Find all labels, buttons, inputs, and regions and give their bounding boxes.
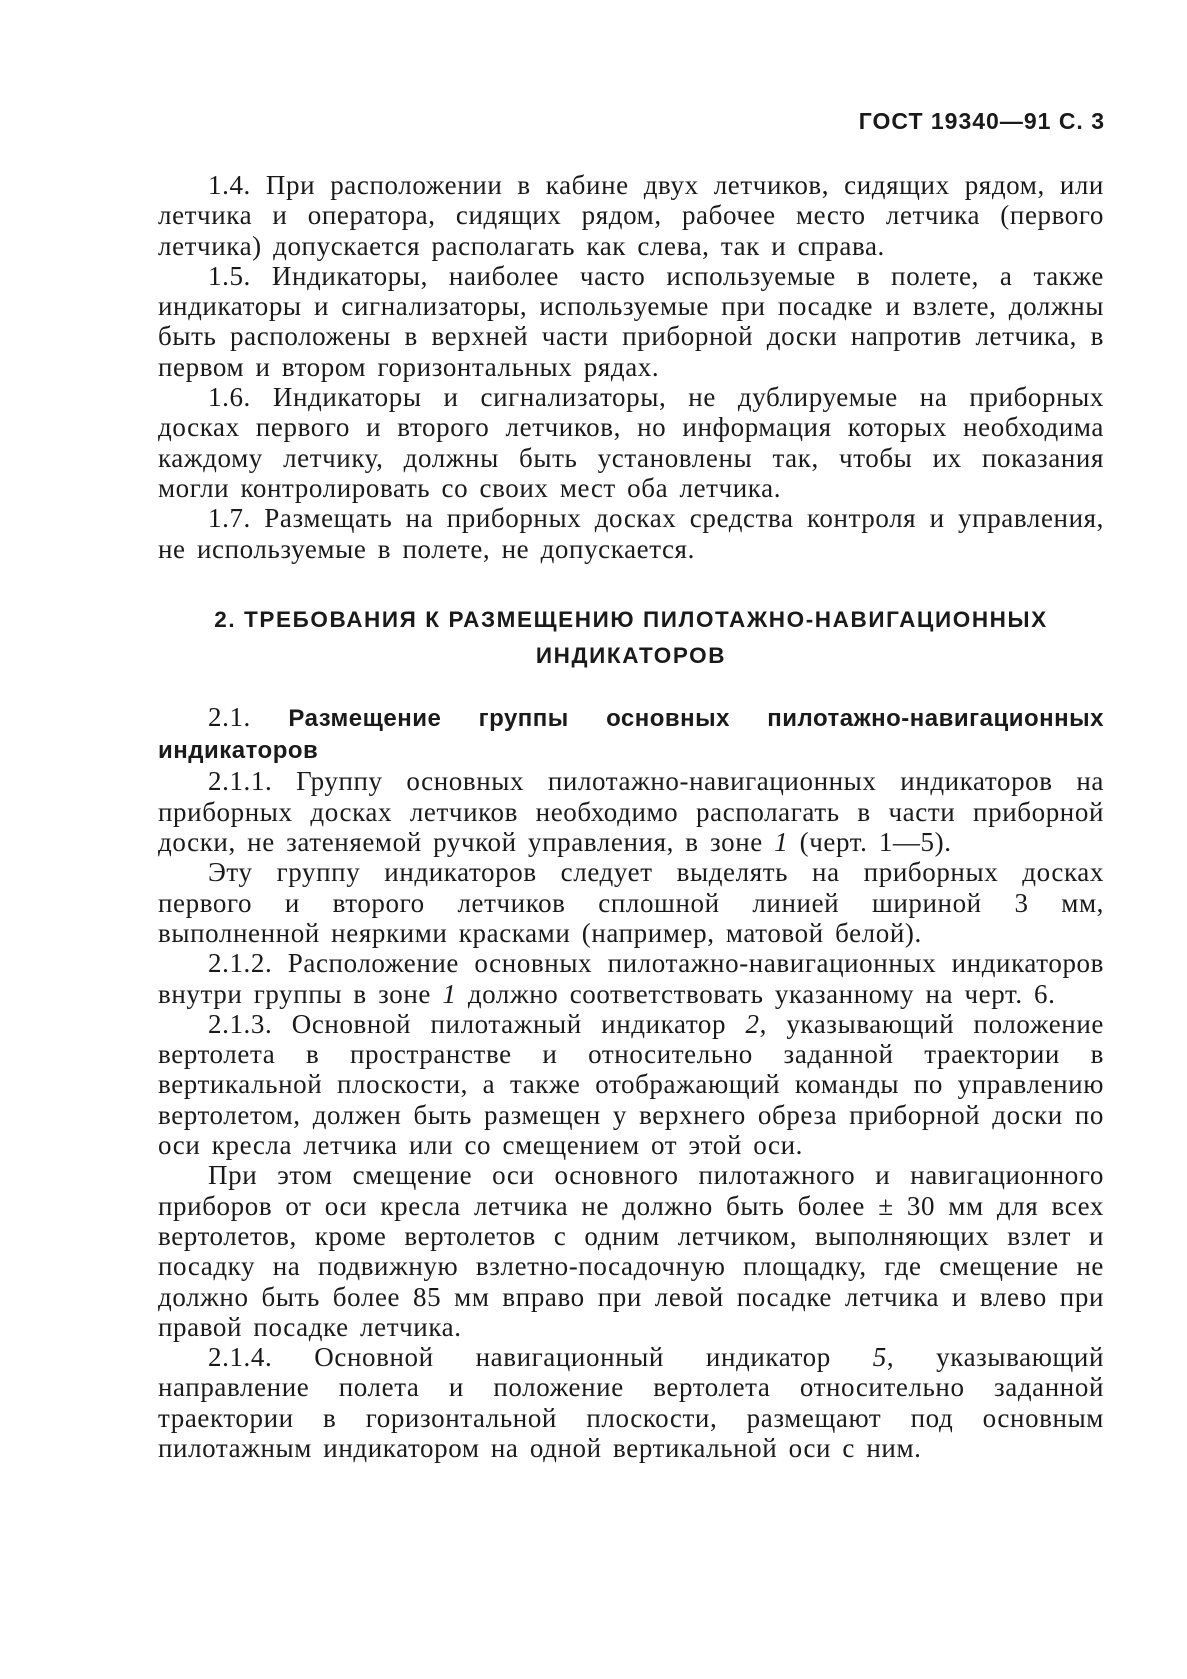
subsection-2-1-heading bbox=[158, 702, 1104, 767]
paragraph-1-4: 1.4. При расположении в кабине двух летчиков, сидящих рядом, или летчика и оператора, сидящих рядом, рабочее место летчика (первого летчика) допускается располагать как слева, так и справа. bbox=[158, 170, 1104, 261]
document-body bbox=[158, 170, 1104, 1463]
indicator-5-ref: 5 bbox=[872, 1342, 887, 1373]
paragraph-2-1-4-tail: , указывающий направление полета и положение вертолета относительно заданной траектории в горизонтальной плоскости, размещают под основным пилотажным индикатором на одной вертикальной оси с ним. bbox=[158, 1342, 1104, 1463]
section-2-heading-line2: ИНДИКАТОРОВ bbox=[535, 642, 727, 668]
paragraph-2-1-4-text: 2.1.4. Основной навигационный индикатор bbox=[208, 1342, 831, 1373]
indicator-2-ref: 2 bbox=[745, 1008, 760, 1039]
paragraph-offset: При этом смещение оси основного пилотажного и навигационного приборов от оси кресла летчика не должно быть более ± 30 мм для всех вертолетов, кроме вертолетов с одним летчиком, выполняющих взлет и посадку на подвижную взлетно-посадочную площадку, где смещение не должно быть более 85 мм вправо при левой посадке летчика и влево при правой посадке летчика. bbox=[158, 1160, 1104, 1342]
zone-1-ref-2: 1 bbox=[442, 978, 457, 1009]
paragraph-1-6: 1.6. Индикаторы и сигнализаторы, не дублируемые на приборных досках первого и второго летчиков, но информация которых необходима каждому летчику, должны быть установлены так, чтобы их показания могли контролировать со своих мест оба летчика. bbox=[158, 382, 1104, 503]
paragraph-2-1-4 bbox=[158, 1342, 1104, 1463]
paragraph-2-1-3-text: 2.1.3. Основной пилотажный индикатор bbox=[208, 1008, 727, 1039]
paragraph-1-5: 1.5. Индикаторы, наиболее часто используемые в полете, а также индикаторы и сигнализаторы, используемые при посадке и взлете, должны быть расположены в верхней части приборной доски напротив летчика, в первом и втором горизонтальных рядах. bbox=[158, 260, 1104, 382]
paragraph-group-note: Эту группу индикаторов следует выделять на приборных досках первого и второго летчиков сплошной линией шириной 3 мм, выполненной неяркими красками (например, матовой белой). bbox=[158, 857, 1104, 948]
subsection-2-1-title: Размещение группы основных пилотажно-навигационных индикаторов bbox=[158, 704, 1104, 765]
page-running-header: ГОСТ 19340—91 С. 3 bbox=[858, 108, 1105, 134]
zone-1-ref: 1 bbox=[774, 827, 789, 858]
paragraph-2-1-2-text: 2.1.2. Расположение основных пилотажно-навигационных индикаторов внутри группы в зоне bbox=[158, 948, 1104, 1009]
paragraph-2-1-1-text: 2.1.1. Группу основных пилотажно-навигационных индикаторов на приборных досках летчиков необходимо располагать в части приборной доски, не затеняемой ручкой управления, в зоне bbox=[158, 766, 1104, 858]
paragraph-2-1-3 bbox=[158, 1009, 1104, 1160]
subsection-2-1-number: 2.1. bbox=[208, 701, 251, 732]
section-2-heading-line1: 2. ТРЕБОВАНИЯ К РАЗМЕЩЕНИЮ ПИЛОТАЖНО-НАВИГАЦИОННЫХ bbox=[214, 606, 1048, 632]
paragraph-2-1-1-tail: (черт. 1—5). bbox=[799, 827, 952, 858]
paragraph-1-7: 1.7. Размещать на приборных досках средства контроля и управления, не используемые в полете, не допускается. bbox=[158, 503, 1104, 564]
paragraph-2-1-2-tail: должно соответствовать указанному на черт. 6. bbox=[467, 978, 1056, 1009]
paragraph-2-1-3-tail: , указывающий положение вертолета в пространстве и относительно заданной траектории в вертикальной плоскости, а также отображающий команды по управлению вертолетом, должен быть размещен у верхнего обреза приборной доски по оси кресла летчика или со смещением от этой оси. bbox=[158, 1008, 1104, 1161]
paragraph-2-1-1 bbox=[158, 766, 1104, 857]
paragraph-2-1-2 bbox=[158, 948, 1104, 1009]
section-2-heading bbox=[158, 602, 1104, 674]
